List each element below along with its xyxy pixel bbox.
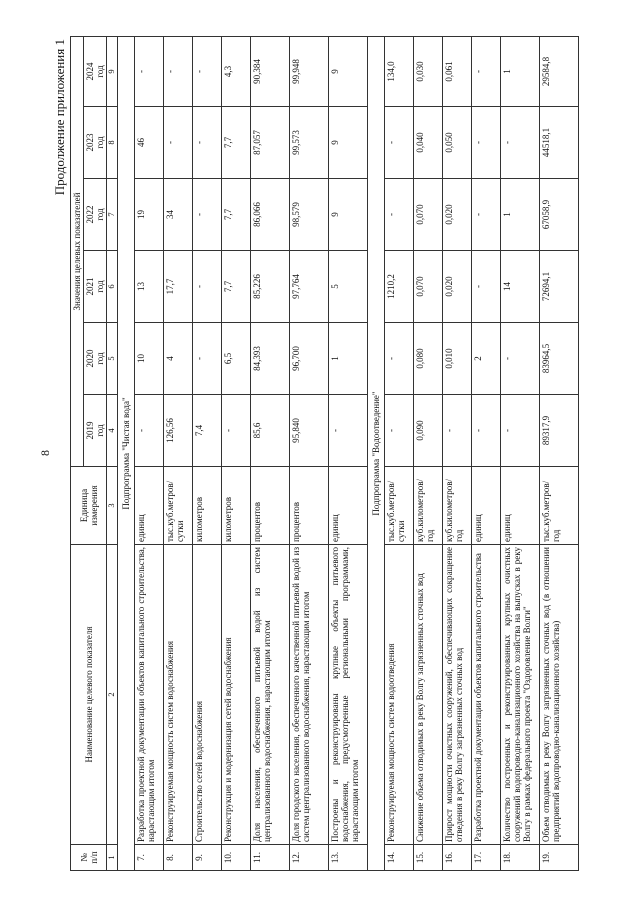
row-number: 7. (134, 844, 163, 870)
value-cell: - (500, 322, 539, 394)
unit-cell: тыс.куб.метров/ год (539, 466, 578, 544)
unit-cell: единиц (500, 466, 539, 544)
value-cell: - (384, 178, 413, 250)
value-cell: - (384, 106, 413, 178)
value-cell: 99,573 (289, 106, 328, 178)
indicator-name: Реконструируемая мощность систем водоотведения (384, 544, 413, 844)
table-header (71, 36, 118, 870)
indicator-name: Реконструкция и модернизация сетей водоснабжения (221, 544, 250, 844)
value-cell: 46 (134, 106, 163, 178)
value-cell: - (500, 106, 539, 178)
section-title: Подпрограмма "Чистая вода" (117, 36, 134, 870)
row-number: 11. (250, 844, 289, 870)
column-number: 4 (107, 394, 118, 466)
value-cell: 7,7 (221, 178, 250, 250)
value-cell: 99,948 (289, 36, 328, 106)
unit-cell: тыс.куб.метров/ сутки (384, 466, 413, 544)
value-cell: - (471, 106, 500, 178)
row-number: 9. (192, 844, 221, 870)
table-body (117, 36, 578, 870)
unit-cell: куб.километров/ год (442, 466, 471, 544)
value-cell: 95,840 (289, 394, 328, 466)
section-title: Подпрограмма "Водоотведение" (367, 36, 384, 870)
value-cell: 0,070 (413, 178, 442, 250)
value-cell: 67058,9 (539, 178, 578, 250)
value-cell: 14 (500, 250, 539, 322)
indicator-name: Построены и реконструированы крупные объекты питьевого водоснабжения, предусмотренные региональными программами, нарастающим итогом (328, 544, 367, 844)
value-cell: 7,4 (192, 394, 221, 466)
row-number: 15. (413, 844, 442, 870)
indicator-name: Объем отводимых в реку Волгу загрязненных сточных вод (в отношении предприятий водопроводно-канализационного хозяйства) (539, 544, 578, 844)
value-cell: 134,0 (384, 36, 413, 106)
value-cell: - (471, 250, 500, 322)
column-number: 9 (107, 36, 118, 106)
value-cell: 0,080 (413, 322, 442, 394)
value-cell: 0,020 (442, 178, 471, 250)
value-cell: - (163, 106, 192, 178)
value-cell: 1 (500, 178, 539, 250)
value-cell: - (471, 36, 500, 106)
value-cell: - (384, 322, 413, 394)
value-cell: 0,070 (413, 250, 442, 322)
value-cell: 29584,8 (539, 36, 578, 106)
value-cell: 126,56 (163, 394, 192, 466)
value-cell: - (471, 178, 500, 250)
value-cell: 96,700 (289, 322, 328, 394)
column-number: 6 (107, 250, 118, 322)
header-year: 2024 год (84, 36, 107, 106)
value-cell: 1210,2 (384, 250, 413, 322)
value-cell: - (221, 394, 250, 466)
value-cell: - (384, 394, 413, 466)
value-cell: 17,7 (163, 250, 192, 322)
value-cell: 7,7 (221, 106, 250, 178)
value-cell: - (471, 394, 500, 466)
value-cell: 7,7 (221, 250, 250, 322)
row-number: 18. (500, 844, 539, 870)
unit-cell: единиц (471, 466, 500, 544)
value-cell: 19 (134, 178, 163, 250)
unit-cell: процентов (289, 466, 328, 544)
value-cell: 9 (328, 106, 367, 178)
row-number: 14. (384, 844, 413, 870)
value-cell: - (192, 178, 221, 250)
row-number: 10. (221, 844, 250, 870)
value-cell: 13 (134, 250, 163, 322)
row-number: 17. (471, 844, 500, 870)
unit-cell: километров (192, 466, 221, 544)
header-year: 2020 год (84, 322, 107, 394)
value-cell: 84,393 (250, 322, 289, 394)
value-cell: 4 (163, 322, 192, 394)
value-cell: 98,579 (289, 178, 328, 250)
value-cell: 72694,1 (539, 250, 578, 322)
value-cell: 34 (163, 178, 192, 250)
value-cell: 97,764 (289, 250, 328, 322)
value-cell: 2 (471, 322, 500, 394)
row-number: 19. (539, 844, 578, 870)
value-cell: 10 (134, 322, 163, 394)
indicator-name: Строительство сетей водоснабжения (192, 544, 221, 844)
column-number: 8 (107, 106, 118, 178)
row-number: 12. (289, 844, 328, 870)
value-cell: 0,040 (413, 106, 442, 178)
unit-cell: километров (221, 466, 250, 544)
value-cell: 9 (328, 36, 367, 106)
value-cell: 0,090 (413, 394, 442, 466)
value-cell: 85,226 (250, 250, 289, 322)
value-cell: - (500, 394, 539, 466)
value-cell: - (192, 36, 221, 106)
indicator-name: Количество построенных и реконструированных крупных очистных сооружений водопроводно-канализационного хозяйства на выпусках в реку Волгу в рамках федерального проекта "Оздоровление Волги" (500, 544, 539, 844)
column-number: 7 (107, 178, 118, 250)
indicator-name: Разработка проектной документации объектов капитального строительства (471, 544, 500, 844)
value-cell: - (442, 394, 471, 466)
value-cell: 0,050 (442, 106, 471, 178)
value-cell: - (134, 36, 163, 106)
value-cell: 5 (328, 250, 367, 322)
value-cell: 4,3 (221, 36, 250, 106)
column-number: 3 (107, 466, 118, 544)
value-cell: - (192, 106, 221, 178)
header-values-group: Значения целевых показателей (71, 36, 84, 466)
value-cell: 9 (328, 178, 367, 250)
appendix-continuation-note: Продолжение приложения 1 (52, 38, 67, 195)
value-cell: - (134, 394, 163, 466)
row-number: 8. (163, 844, 192, 870)
indicator-name: Доля населения, обеспеченного питьевой водой из систем централизованного водоснабжения, нарастающим итогом (250, 544, 289, 844)
header-name: Наименование целевого показателя (71, 544, 107, 844)
target-indicators-table (70, 35, 579, 870)
value-cell: 83964,5 (539, 322, 578, 394)
value-cell: 0,061 (442, 36, 471, 106)
value-cell: 87,057 (250, 106, 289, 178)
indicator-name: Разработка проектной документации объектов капитального строительства, нарастающим итогом (134, 544, 163, 844)
page-number: 8 (38, 449, 52, 456)
value-cell: 1 (500, 36, 539, 106)
value-cell: - (328, 394, 367, 466)
value-cell: 0,030 (413, 36, 442, 106)
unit-cell: процентов (250, 466, 289, 544)
column-number: 1 (107, 844, 118, 870)
header-year: 2023 год (84, 106, 107, 178)
unit-cell: тыс.куб.метров/ сутки (163, 466, 192, 544)
header-unit: Единица измерения (71, 466, 107, 544)
unit-cell: куб.километров/ год (413, 466, 442, 544)
value-cell: 44518,1 (539, 106, 578, 178)
indicator-name: Доля городского населения, обеспеченного качественной питьевой водой из систем централизованного водоснабжения, нарастающим итогом (289, 544, 328, 844)
value-cell: 89317,9 (539, 394, 578, 466)
indicator-name: Прирост мощности очистных сооружений, обеспечивающих сокращение отведения в реку Волгу загрязненных сточных вод (442, 544, 471, 844)
value-cell: - (192, 250, 221, 322)
header-year: 2021 год (84, 250, 107, 322)
unit-cell: единиц (134, 466, 163, 544)
value-cell: 0,010 (442, 322, 471, 394)
unit-cell: единиц (328, 466, 367, 544)
value-cell: 0,020 (442, 250, 471, 322)
row-number: 13. (328, 844, 367, 870)
indicator-name: Реконструируемая мощность систем водоснабжения (163, 544, 192, 844)
header-year: 2022 год (84, 178, 107, 250)
value-cell: 1 (328, 322, 367, 394)
value-cell: - (163, 36, 192, 106)
value-cell: 85,6 (250, 394, 289, 466)
value-cell: 86,066 (250, 178, 289, 250)
value-cell: 6,5 (221, 322, 250, 394)
header-no: № п/п (71, 844, 107, 870)
row-number: 16. (442, 844, 471, 870)
header-year: 2019 год (84, 394, 107, 466)
value-cell: - (192, 322, 221, 394)
value-cell: 90,384 (250, 36, 289, 106)
indicator-name: Снижение объема отводимых в реку Волгу загрязненных сточных вод (413, 544, 442, 844)
rotated-page-content (30, 23, 610, 883)
column-number: 2 (107, 544, 118, 844)
column-number: 5 (107, 322, 118, 394)
